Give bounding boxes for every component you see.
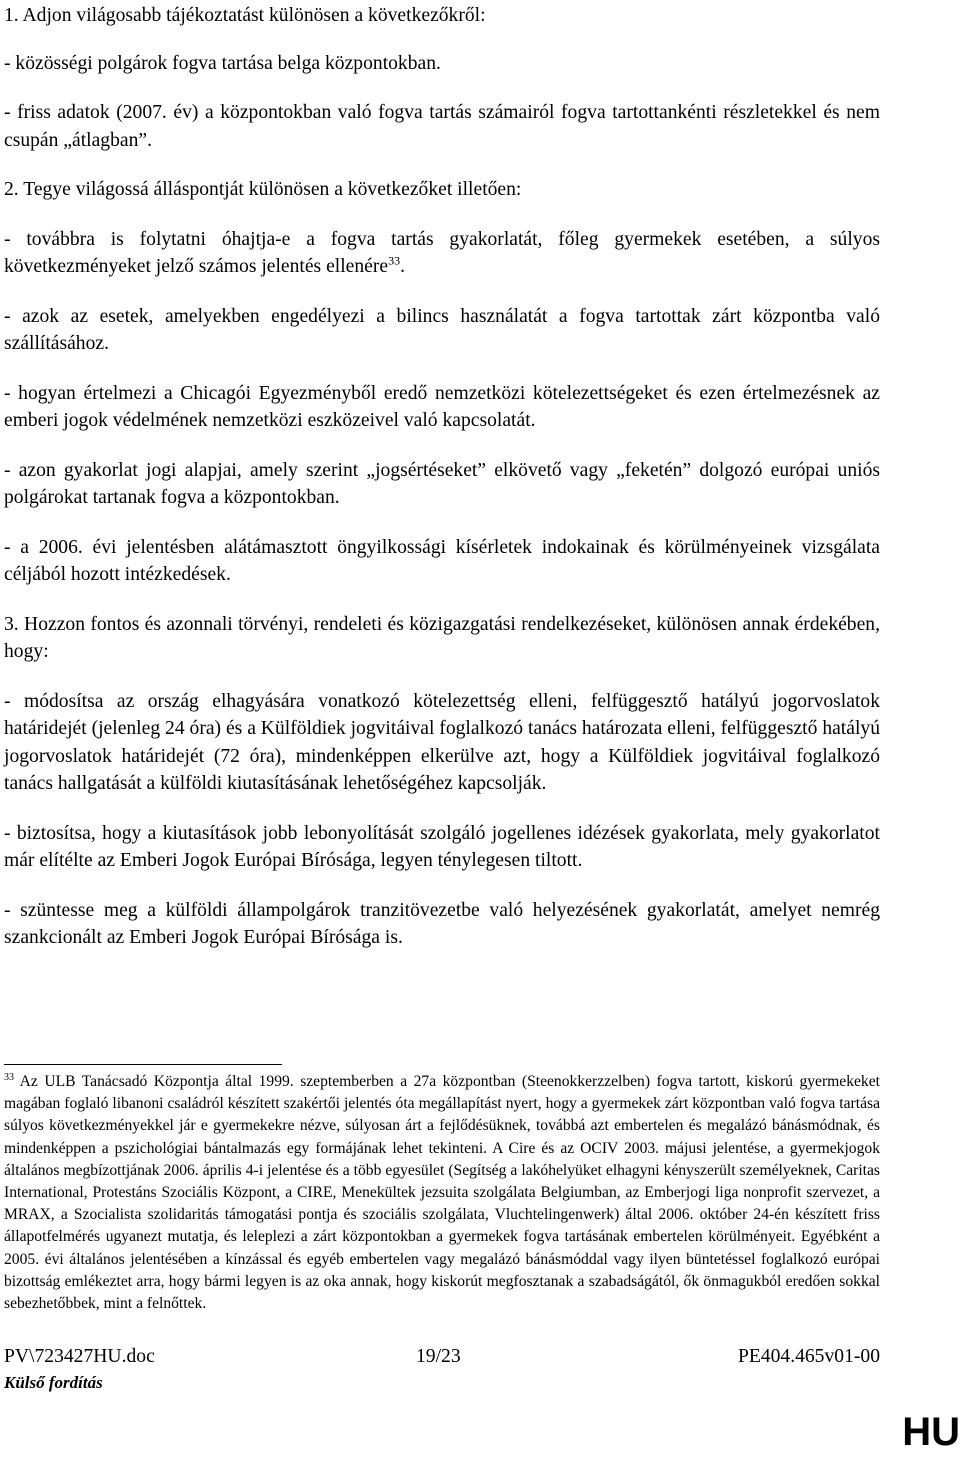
main-text [4, 2, 880, 974]
footnote [4, 1071, 880, 1315]
language-code: HU [902, 1410, 960, 1454]
footnote-reference[interactable]: 33 [388, 253, 401, 268]
paragraph-3: - friss adatok (2007. év) a központokban való fogva tartás számairól fogva tartottankénti részletekkel és nem csupán „átlagban”. [4, 102, 880, 151]
paragraph-10: 3. Hozzon fontos és azonnali törvényi, rendeleti és közigazgatási rendelkezéseket, különösen annak érdekében, hogy: [4, 613, 880, 662]
footer-doc-code: PE404.465v01-00 [737, 1346, 880, 1367]
footer-page-number: 19/23 [416, 1346, 461, 1367]
footer-doc-ref: PV\723427HU.doc [4, 1346, 155, 1367]
footnote-separator [4, 1064, 282, 1065]
paragraph-9: - a 2006. évi jelentésben alátámasztott öngyilkossági kísérletek indokainak és körülményeinek vizsgálata céljából hozott intézkedések. [4, 536, 880, 585]
paragraph-11: - módosítsa az ország elhagyására vonatkozó kötelezettség elleni, felfüggesztő hatályú jogorvoslatok határidejét (jelenleg 24 óra) és a Külföldiek jogvitáival foglalkozó tanács határozata elleni, felfüggesztő hatályú jogorvoslatok határidejét (72 óra), mindenképpen elkerülve azt, hogy a Külföldiek jogvitáival foglalkozó tanács hallgatását a külföldi kiutasításának lehetőségéhez kapcsolják. [4, 690, 880, 794]
page-footer [4, 1344, 880, 1370]
paragraph-1: 1. Adjon világosabb tájékoztatást különösen a következőkről: [4, 5, 486, 26]
paragraph-2: - közösségi polgárok fogva tartása belga központokban. [4, 52, 441, 74]
paragraph-5-period: . [400, 256, 405, 277]
paragraph-4: 2. Tegye világossá álláspontját különösen a következőket illetően: [4, 179, 522, 200]
paragraph-12: - biztosítsa, hogy a kiutasítások jobb lebonyolítását szolgáló jogellenes idézések gyakorlata, mely gyakorlatot már elítélte az Emberi Jogok Európai Bírósága, legyen ténylegesen tiltott. [4, 822, 880, 871]
paragraph-5-text: - továbbra is folytatni óhajtja-e a fogva tartás gyakorlatát, főleg gyermekek esetében, a súlyos következményeket jelző számos jelentés ellenére [4, 228, 880, 277]
footnote-text: Az ULB Tanácsadó Központja által 1999. szeptemberben a 27a központban (Steenokkerzzelben) fogva tartott, kiskorú gyermekeket magában foglaló libanoni családról készített szakértői jelentés óta megállapítást nyert, hogy a gyermekek zárt központban való fogva tartása súlyos következményekkel jár e gyermekekre nézve, súlyosan árt a fejlődésüknek, továbbá azt embertelen és megalázó bánásmódnak, és mindenképpen a pszichológiai bántalmazás egy formájának lehet tekinteni. A Cire és az OCIV 2003. májusi jelentése, a gyermekjogok általános megbízottjának 2006. április 4-i jelentése és a több egyesület (Segítség a lakóhelyüket elhagyni kényszerült személyeknek, Caritas International, Protestáns Szociális Központ, a CIRE, Menekültek jezsuita szolgálata Belgiumban, az Emberjogi liga nonprofit szervezet, a MRAX, a Szocialista szolidaritás támogatási pontja és szociális szolgálata, Vluchtelingenwerk) által 2006. október 24-én készített friss állapotfelmérés ugyanezt mutatja, és leleplezi a zárt központokban a gyermekek fogva tartásának embertelen körülményeit. Egyébként a 2005. évi általános jelentésében a kínzással és egyéb embertelen vagy megalázó bánásmóddal vagy ilyen büntetéssel foglalkozó európai bizottság emlékeztet arra, hogy bármi legyen is az oka annak, hogy kiskorút megfosztanak a szabadságától, ők önmagukból eredően sokkal sebezhetőbbek, mint a felnőttek. [4, 1073, 880, 1313]
paragraph-8: - azon gyakorlat jogi alapjai, amely szerint „jogsértéseket” elkövető vagy „feketén” dolgozó európai uniós polgárokat tartanak fogva a központokban. [4, 459, 880, 508]
footer-translation-label: Külső fordítás [4, 1373, 103, 1392]
paragraph-7: - hogyan értelmezi a Chicagói Egyezményből eredő nemzetközi kötelezettségeket és ezen értelmezésnek az emberi jogok védelmének nemzetközi eszközeivel való kapcsolatát. [4, 382, 880, 431]
footnote-number: 33 [4, 1071, 14, 1083]
paragraph-6: - azok az esetek, amelyekben engedélyezi a bilincs használatát a fogva tartottak zárt központba való szállításához. [4, 305, 880, 354]
paragraph-13: - szüntesse meg a külföldi állampolgárok tranzitövezetbe való helyezésének gyakorlatát, amelyet nemrég szankcionált az Emberi Jogok Európai Bírósága is. [4, 899, 880, 948]
paragraph-5 [4, 226, 880, 281]
